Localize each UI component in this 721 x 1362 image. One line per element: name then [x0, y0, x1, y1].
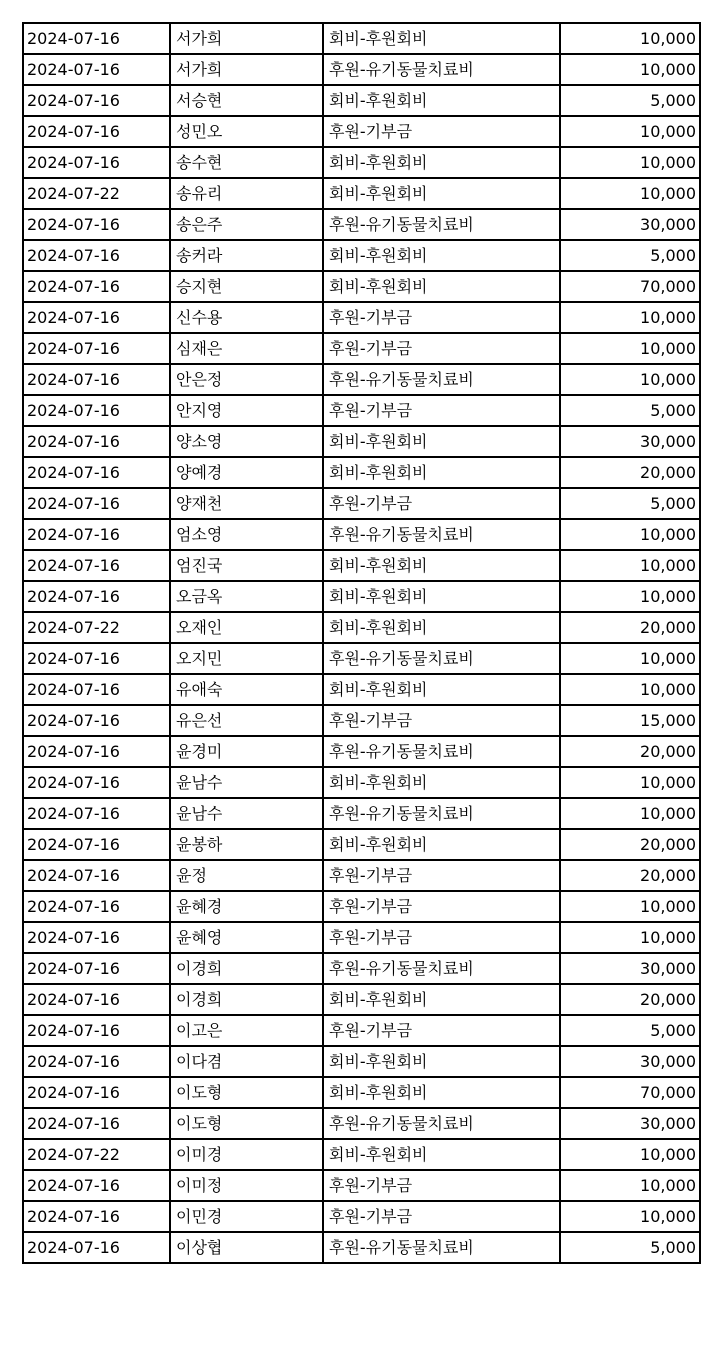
date-cell: 2024-07-16 [23, 23, 170, 54]
date-cell: 2024-07-16 [23, 147, 170, 178]
category-cell: 후원-유기동물치료비 [323, 643, 560, 674]
name-cell: 엄소영 [170, 519, 323, 550]
name-cell: 엄진국 [170, 550, 323, 581]
amount-cell: 10,000 [560, 581, 700, 612]
date-cell: 2024-07-16 [23, 364, 170, 395]
table-row [23, 581, 700, 612]
amount-cell: 5,000 [560, 85, 700, 116]
date-cell: 2024-07-16 [23, 922, 170, 953]
category-cell: 후원-유기동물치료비 [323, 736, 560, 767]
category-cell: 회비-후원회비 [323, 85, 560, 116]
name-cell: 윤봉하 [170, 829, 323, 860]
amount-cell: 30,000 [560, 426, 700, 457]
name-cell: 유은선 [170, 705, 323, 736]
table-row [23, 178, 700, 209]
date-cell: 2024-07-16 [23, 798, 170, 829]
table-row [23, 488, 700, 519]
amount-cell: 10,000 [560, 798, 700, 829]
amount-cell: 10,000 [560, 364, 700, 395]
table-row [23, 798, 700, 829]
date-cell: 2024-07-16 [23, 488, 170, 519]
date-cell: 2024-07-16 [23, 643, 170, 674]
name-cell: 이민경 [170, 1201, 323, 1232]
date-cell: 2024-07-22 [23, 178, 170, 209]
category-cell: 후원-기부금 [323, 1170, 560, 1201]
name-cell: 성민오 [170, 116, 323, 147]
category-cell: 후원-기부금 [323, 333, 560, 364]
category-cell: 후원-유기동물치료비 [323, 364, 560, 395]
name-cell: 양재천 [170, 488, 323, 519]
table-row [23, 736, 700, 767]
category-cell: 후원-기부금 [323, 302, 560, 333]
category-cell: 후원-기부금 [323, 488, 560, 519]
category-cell: 후원-기부금 [323, 1015, 560, 1046]
category-cell: 회비-후원회비 [323, 147, 560, 178]
category-cell: 회비-후원회비 [323, 426, 560, 457]
category-cell: 후원-유기동물치료비 [323, 209, 560, 240]
name-cell: 이경희 [170, 953, 323, 984]
name-cell: 이경희 [170, 984, 323, 1015]
name-cell: 심재은 [170, 333, 323, 364]
table-row [23, 674, 700, 705]
category-cell: 후원-기부금 [323, 116, 560, 147]
date-cell: 2024-07-22 [23, 612, 170, 643]
table-row [23, 364, 700, 395]
amount-cell: 10,000 [560, 674, 700, 705]
name-cell: 이상협 [170, 1232, 323, 1263]
table-row [23, 891, 700, 922]
amount-cell: 20,000 [560, 984, 700, 1015]
table-row [23, 1201, 700, 1232]
date-cell: 2024-07-16 [23, 891, 170, 922]
date-cell: 2024-07-16 [23, 705, 170, 736]
category-cell: 후원-유기동물치료비 [323, 519, 560, 550]
amount-cell: 10,000 [560, 333, 700, 364]
category-cell: 회비-후원회비 [323, 457, 560, 488]
date-cell: 2024-07-16 [23, 333, 170, 364]
date-cell: 2024-07-16 [23, 457, 170, 488]
category-cell: 후원-유기동물치료비 [323, 798, 560, 829]
date-cell: 2024-07-16 [23, 860, 170, 891]
amount-cell: 15,000 [560, 705, 700, 736]
name-cell: 이미경 [170, 1139, 323, 1170]
table-row [23, 147, 700, 178]
amount-cell: 30,000 [560, 953, 700, 984]
date-cell: 2024-07-16 [23, 1077, 170, 1108]
category-cell: 회비-후원회비 [323, 612, 560, 643]
table-row [23, 519, 700, 550]
table-row [23, 23, 700, 54]
category-cell: 후원-유기동물치료비 [323, 1108, 560, 1139]
date-cell: 2024-07-16 [23, 1108, 170, 1139]
amount-cell: 10,000 [560, 922, 700, 953]
name-cell: 이다겸 [170, 1046, 323, 1077]
amount-cell: 20,000 [560, 457, 700, 488]
amount-cell: 5,000 [560, 1015, 700, 1046]
amount-cell: 10,000 [560, 23, 700, 54]
amount-cell: 10,000 [560, 1201, 700, 1232]
category-cell: 후원-기부금 [323, 705, 560, 736]
category-cell: 후원-기부금 [323, 922, 560, 953]
table-row [23, 1015, 700, 1046]
name-cell: 윤남수 [170, 767, 323, 798]
amount-cell: 10,000 [560, 1170, 700, 1201]
date-cell: 2024-07-16 [23, 953, 170, 984]
table-row [23, 1077, 700, 1108]
name-cell: 윤혜영 [170, 922, 323, 953]
category-cell: 회비-후원회비 [323, 1077, 560, 1108]
date-cell: 2024-07-16 [23, 85, 170, 116]
amount-cell: 10,000 [560, 643, 700, 674]
table-row [23, 54, 700, 85]
category-cell: 후원-기부금 [323, 1201, 560, 1232]
table-row [23, 457, 700, 488]
name-cell: 이도형 [170, 1077, 323, 1108]
table-row [23, 550, 700, 581]
table-row [23, 333, 700, 364]
date-cell: 2024-07-16 [23, 209, 170, 240]
date-cell: 2024-07-16 [23, 240, 170, 271]
table-row [23, 643, 700, 674]
date-cell: 2024-07-16 [23, 829, 170, 860]
amount-cell: 20,000 [560, 860, 700, 891]
amount-cell: 10,000 [560, 550, 700, 581]
category-cell: 후원-기부금 [323, 395, 560, 426]
name-cell: 양소영 [170, 426, 323, 457]
amount-cell: 30,000 [560, 1046, 700, 1077]
amount-cell: 5,000 [560, 240, 700, 271]
table-row [23, 984, 700, 1015]
date-cell: 2024-07-16 [23, 984, 170, 1015]
name-cell: 송은주 [170, 209, 323, 240]
category-cell: 후원-기부금 [323, 860, 560, 891]
table-row [23, 426, 700, 457]
amount-cell: 30,000 [560, 209, 700, 240]
name-cell: 승지현 [170, 271, 323, 302]
name-cell: 이도형 [170, 1108, 323, 1139]
name-cell: 송커라 [170, 240, 323, 271]
table-row [23, 271, 700, 302]
category-cell: 후원-유기동물치료비 [323, 1232, 560, 1263]
name-cell: 윤정 [170, 860, 323, 891]
name-cell: 서가희 [170, 54, 323, 85]
table-row [23, 1139, 700, 1170]
date-cell: 2024-07-16 [23, 1201, 170, 1232]
amount-cell: 20,000 [560, 736, 700, 767]
category-cell: 회비-후원회비 [323, 240, 560, 271]
date-cell: 2024-07-16 [23, 395, 170, 426]
date-cell: 2024-07-16 [23, 674, 170, 705]
date-cell: 2024-07-16 [23, 302, 170, 333]
date-cell: 2024-07-22 [23, 1139, 170, 1170]
donation-table-body [23, 23, 700, 1263]
category-cell: 회비-후원회비 [323, 581, 560, 612]
amount-cell: 70,000 [560, 1077, 700, 1108]
date-cell: 2024-07-16 [23, 426, 170, 457]
date-cell: 2024-07-16 [23, 1015, 170, 1046]
category-cell: 후원-유기동물치료비 [323, 953, 560, 984]
amount-cell: 20,000 [560, 829, 700, 860]
date-cell: 2024-07-16 [23, 1046, 170, 1077]
table-row [23, 612, 700, 643]
table-row [23, 209, 700, 240]
name-cell: 윤남수 [170, 798, 323, 829]
name-cell: 이미정 [170, 1170, 323, 1201]
date-cell: 2024-07-16 [23, 767, 170, 798]
amount-cell: 10,000 [560, 54, 700, 85]
name-cell: 송유리 [170, 178, 323, 209]
date-cell: 2024-07-16 [23, 519, 170, 550]
amount-cell: 10,000 [560, 767, 700, 798]
amount-cell: 10,000 [560, 891, 700, 922]
amount-cell: 10,000 [560, 519, 700, 550]
name-cell: 유애숙 [170, 674, 323, 705]
date-cell: 2024-07-16 [23, 550, 170, 581]
table-row [23, 1108, 700, 1139]
date-cell: 2024-07-16 [23, 271, 170, 302]
table-row [23, 240, 700, 271]
category-cell: 회비-후원회비 [323, 550, 560, 581]
name-cell: 안은정 [170, 364, 323, 395]
name-cell: 신수용 [170, 302, 323, 333]
category-cell: 후원-유기동물치료비 [323, 54, 560, 85]
name-cell: 오재인 [170, 612, 323, 643]
amount-cell: 10,000 [560, 116, 700, 147]
donation-table [22, 22, 701, 1264]
table-row [23, 395, 700, 426]
amount-cell: 30,000 [560, 1108, 700, 1139]
date-cell: 2024-07-16 [23, 54, 170, 85]
category-cell: 회비-후원회비 [323, 984, 560, 1015]
date-cell: 2024-07-16 [23, 1232, 170, 1263]
amount-cell: 10,000 [560, 1139, 700, 1170]
amount-cell: 5,000 [560, 395, 700, 426]
table-row [23, 829, 700, 860]
name-cell: 윤경미 [170, 736, 323, 767]
amount-cell: 5,000 [560, 488, 700, 519]
table-row [23, 1046, 700, 1077]
category-cell: 회비-후원회비 [323, 1139, 560, 1170]
name-cell: 양예경 [170, 457, 323, 488]
name-cell: 오지민 [170, 643, 323, 674]
name-cell: 서가희 [170, 23, 323, 54]
table-row [23, 85, 700, 116]
amount-cell: 10,000 [560, 147, 700, 178]
table-row [23, 705, 700, 736]
date-cell: 2024-07-16 [23, 1170, 170, 1201]
category-cell: 회비-후원회비 [323, 829, 560, 860]
date-cell: 2024-07-16 [23, 116, 170, 147]
table-row [23, 922, 700, 953]
category-cell: 회비-후원회비 [323, 271, 560, 302]
category-cell: 회비-후원회비 [323, 23, 560, 54]
amount-cell: 10,000 [560, 178, 700, 209]
amount-cell: 20,000 [560, 612, 700, 643]
category-cell: 회비-후원회비 [323, 178, 560, 209]
name-cell: 송수현 [170, 147, 323, 178]
amount-cell: 70,000 [560, 271, 700, 302]
category-cell: 후원-기부금 [323, 891, 560, 922]
table-row [23, 302, 700, 333]
table-row [23, 1170, 700, 1201]
name-cell: 이고은 [170, 1015, 323, 1046]
amount-cell: 10,000 [560, 302, 700, 333]
date-cell: 2024-07-16 [23, 736, 170, 767]
amount-cell: 5,000 [560, 1232, 700, 1263]
category-cell: 회비-후원회비 [323, 1046, 560, 1077]
date-cell: 2024-07-16 [23, 581, 170, 612]
table-row [23, 953, 700, 984]
name-cell: 서승현 [170, 85, 323, 116]
category-cell: 회비-후원회비 [323, 767, 560, 798]
name-cell: 안지영 [170, 395, 323, 426]
table-row [23, 860, 700, 891]
table-row [23, 1232, 700, 1263]
category-cell: 회비-후원회비 [323, 674, 560, 705]
name-cell: 윤혜경 [170, 891, 323, 922]
name-cell: 오금옥 [170, 581, 323, 612]
table-row [23, 116, 700, 147]
table-row [23, 767, 700, 798]
